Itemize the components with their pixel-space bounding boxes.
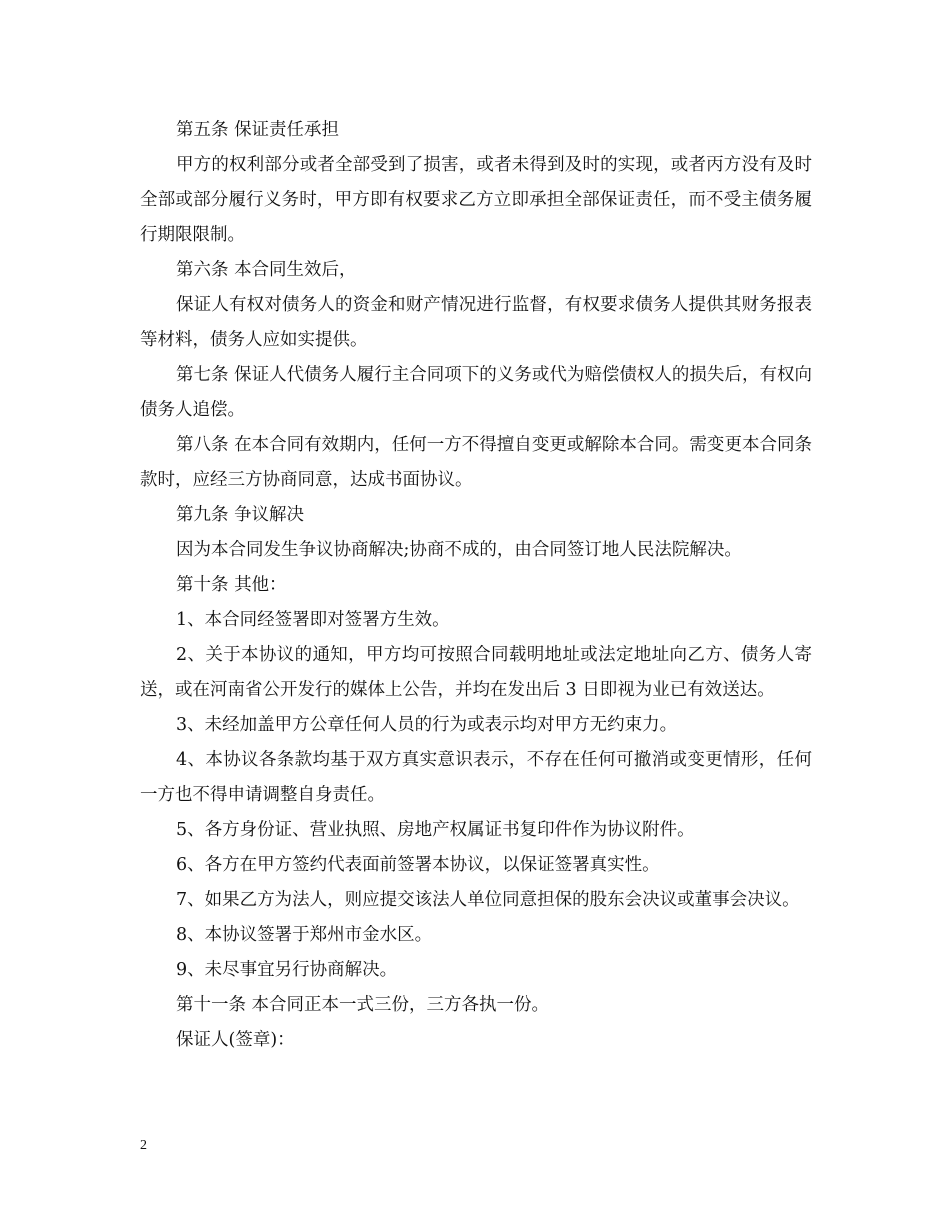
clause-9: 9、未尽事宜另行协商解决。 — [176, 960, 398, 980]
document-body — [140, 113, 812, 1058]
article-9-heading: 第九条 争议解决 — [176, 505, 305, 525]
article-6-heading: 第六条 本合同生效后， — [176, 260, 357, 280]
article-9-body: 因为本合同发生争议协商解决;协商不成的，由合同签订地人民法院解决。 — [176, 540, 742, 560]
clause-1: 1、本合同经签署即对签署方生效。 — [176, 610, 450, 630]
article-8: 第八条 在本合同有效期内，任何一方不得擅自变更或解除本合同。需变更本合同条款时，应经三方协商同意，达成书面协议。 — [140, 435, 812, 490]
clause-3: 3、未经加盖甲方公章任何人员的行为或表示均对甲方无约束力。 — [176, 715, 678, 735]
article-5-heading: 第五条 保证责任承担 — [176, 120, 340, 140]
article-7: 第七条 保证人代债务人履行主合同项下的义务或代为赔偿债权人的损失后，有权向债务人追偿。 — [140, 365, 812, 420]
clause-2: 2、关于本协议的通知，甲方均可按照合同载明地址或法定地址向乙方、债务人寄送，或在河南省公开发行的媒体上公告，并均在发出后 3 日即视为业已有效送达。 — [140, 645, 812, 700]
article-11: 第十一条 本合同正本一式三份，三方各执一份。 — [176, 995, 550, 1015]
clause-8: 8、本协议签署于郑州市金水区。 — [176, 925, 433, 945]
page-number: 2 — [140, 1138, 147, 1153]
article-10-heading: 第十条 其他： — [176, 575, 287, 595]
guarantor-signature-line: 保证人(签章)： — [176, 1030, 295, 1050]
clause-4: 4、本协议各条款均基于双方真实意识表示，不存在任何可撤消或变更情形，任何一方也不得申请调整自身责任。 — [140, 750, 812, 805]
article-5-body: 甲方的权利部分或者全部受到了损害，或者未得到及时的实现，或者丙方没有及时全部或部分履行义务时，甲方即有权要求乙方立即承担全部保证责任，而不受主债务履行期限限制。 — [140, 155, 812, 245]
clause-5: 5、各方身份证、营业执照、房地产权属证书复印件作为协议附件。 — [176, 820, 695, 840]
clause-7: 7、如果乙方为法人，则应提交该法人单位同意担保的股东会决议或董事会决议。 — [176, 890, 800, 910]
clause-6: 6、各方在甲方签约代表面前签署本协议，以保证签署真实性。 — [176, 855, 660, 875]
article-6-body: 保证人有权对债务人的资金和财产情况进行监督，有权要求债务人提供其财务报表等材料，债务人应如实提供。 — [140, 295, 812, 350]
